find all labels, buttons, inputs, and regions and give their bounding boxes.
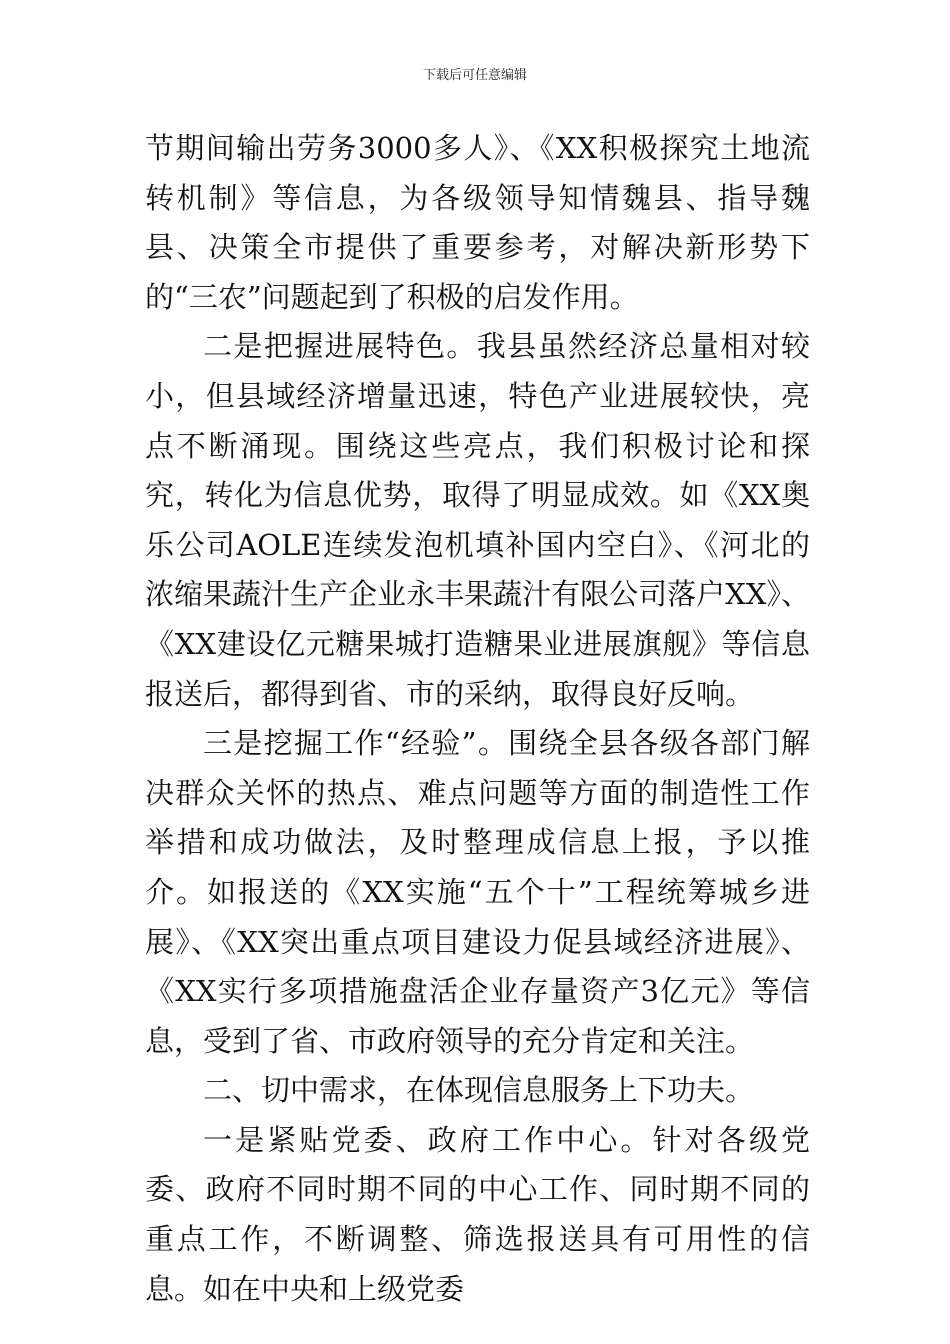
section-heading: 二、切中需求，在体现信息服务上下功夫。 <box>203 1073 755 1108</box>
page-header: 下载后可任意编辑 <box>422 68 527 83</box>
paragraph-1: 节期间输出劳务3000多人》、《XX积极探究土地流转机制》等信息，为各级领导知情魏县、指导魏县、决策全市提供了重要参考，对解决新形势下的“三农”问题起到了积极的启发作用。 <box>145 131 810 314</box>
paragraph-5: 一是紧贴党委、政府工作中心。针对各级党委、政府不同时期不同的中心工作、同时期不同的重点工作，不断调整、筛选报送具有可用性的信息。如在中央和上级党委 <box>145 1122 810 1306</box>
paragraph-2: 二是把握进展特色。我县虽然经济总量相对较小，但县域经济增量迅速，特色产业进展较快，亮点不断涌现。围绕这些亮点，我们积极讨论和探究，转化为信息优势，取得了明显成效。如《XX奥乐公司AOLE连续发泡机填补国内空白》、《河北的浓缩果蔬汁生产企业永丰果蔬汁有限公司落户XX》、《XX建设亿元糖果城打造糖果业进展旗舰》等信息报送后，都得到省、市的采纳，取得良好反响。 <box>145 329 810 711</box>
paragraph-3: 三是挖掘工作“经验”。围绕全县各级各部门解决群众关怀的热点、难点问题等方面的制造性工作举措和成功做法，及时整理成信息上报，予以推介。如报送的《XX实施“五个十”工程统筹城乡进展》、《XX突出重点项目建设力促县域经济进展》、《XX实行多项措施盘活企业存量资产3亿元》等信息，受到了省、市政府领导的充分肯定和关注。 <box>145 726 810 1058</box>
document-body <box>145 124 810 1314</box>
